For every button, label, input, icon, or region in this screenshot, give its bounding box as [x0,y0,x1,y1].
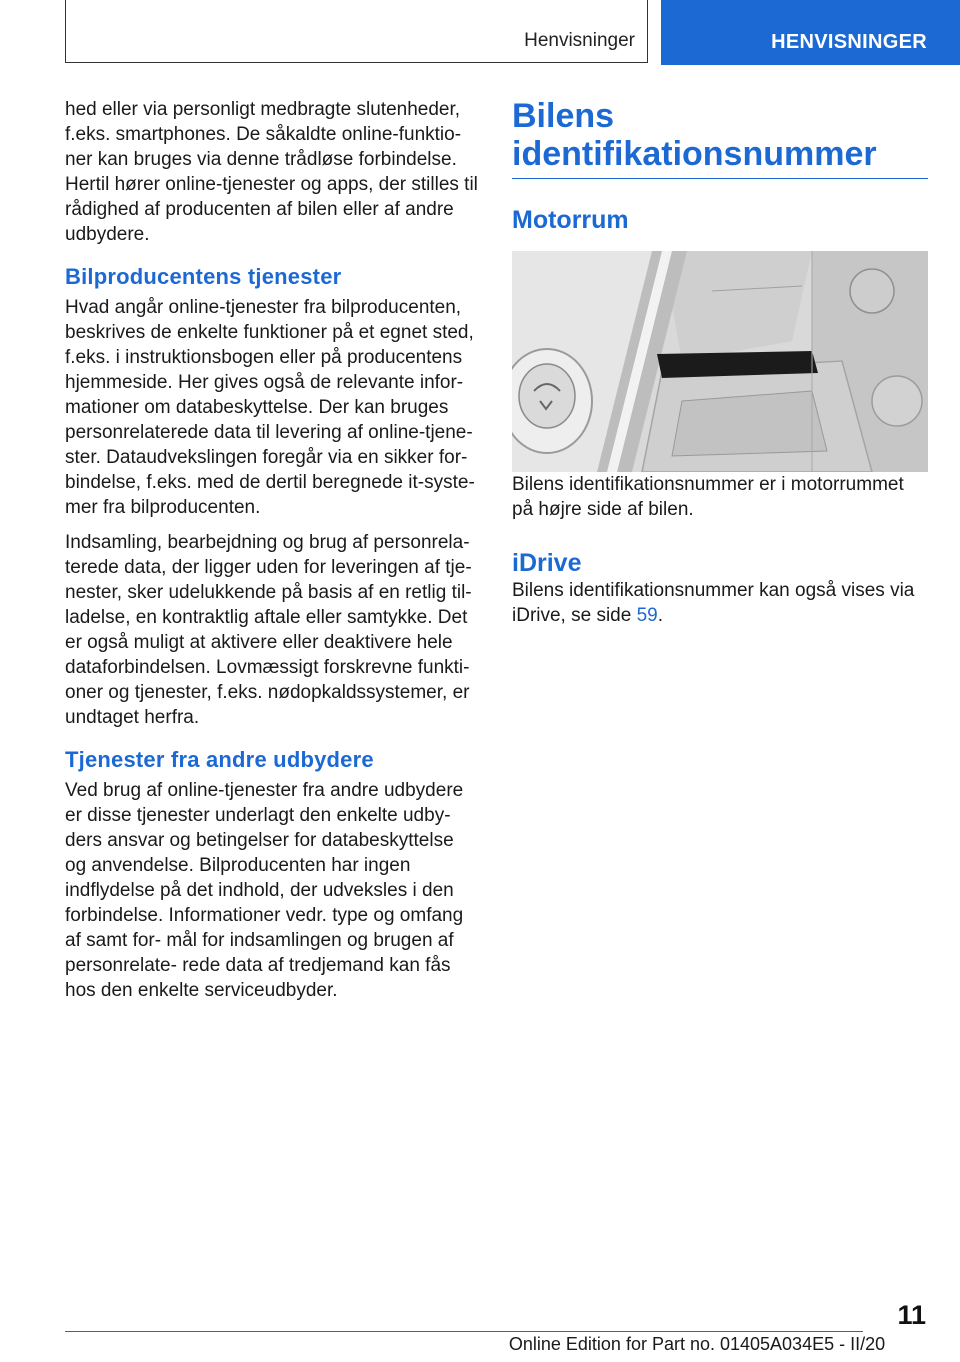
section-heading-engine-bay: Motorrum [512,206,629,234]
manufacturer-services-paragraph-1: Hvad angår online-tjenester fra bilproducenten, beskrives de enkelte funktioner på et egnet sted, f.eks. i instruktionsbogen eller på producentens hjemmeside. Her gives også de relevante infor- mationer om databeskyttelse. Der kan bruges personrelaterede data til levering af online-tjene- ster. Dataudvekslingen foregår via en sikker for- bindelse, f.eks. med de dertil beregnede it-syste- mer fra bilproducenten. [65,297,475,518]
footer-divider [65,1331,863,1332]
page-59-link[interactable]: 59 [636,605,658,626]
page-title: Bilens identifikationsnummer [512,97,928,179]
left-column [65,97,480,1013]
section-heading-idrive: iDrive [512,549,582,577]
section-heading-third-party-services: Tjenester fra andre udbydere [65,747,374,772]
header-section-tab [65,0,648,63]
engine-bay-photo [512,251,928,472]
right-column [512,97,928,638]
section-heading-manufacturer-services: Bilproducentens tjenester [65,264,342,289]
engine-bay-caption: Bilens identifikationsnummer er i motorrummet på højre side af bilen. [512,474,904,520]
idrive-text-end: . [657,605,664,626]
idrive-text: Bilens identifikationsnummer kan også vises via iDrive, se side [512,580,915,626]
third-party-services-paragraph: Ved brug af online-tjenester fra andre udbydere er disse tjenester underlagt den enkelte udby- ders ansvar og betingelser for databeskyttelse og anvendelse. Bilproducenten har ingen indflydelse på det indhold, der udveksles i den forbindelse. Informationer vedr. type og omfang af samt for- mål for indsamlingen og brugen af personrelate- rede data af tredjemand kan fås hos den enkelte serviceudbyder. [65,780,464,1001]
manufacturer-services-paragraph-2: Indsamling, bearbejdning og brug af personrela- terede data, der ligger uden for leveringen af tje- nester, sker udelukkende på basis af en retlig til- ladelse, en kontraktlig aftale eller samtykke. Det er også muligt at aktivere eller deaktivere hele dataforbindelsen. Lovmæssigt forskrevne funkti- oner og tjenester, f.eks. nødopkaldssystemer, er undtaget herfra. [65,532,472,728]
header-chapter-tab[interactable] [661,0,960,65]
footer-edition-text: Online Edition for Part no. 01405A034E5 - II/20 [508,1334,886,1354]
idrive-paragraph [512,578,928,628]
intro-paragraph: hed eller via personligt medbragte slutenheder, f.eks. smartphones. De såkaldte online-funktio- ner kan bruges via denne trådløse forbindelse. Hertil hører online-tjenester og apps, der stilles til rådighed af producenten af bilen eller af andre udbydere. [65,99,478,245]
header-section-label: Henvisninger [524,30,635,51]
header-chapter-label: HENVISNINGER [771,31,927,53]
page-number: 11 [897,1300,926,1330]
engine-bay-illustration [512,251,928,472]
